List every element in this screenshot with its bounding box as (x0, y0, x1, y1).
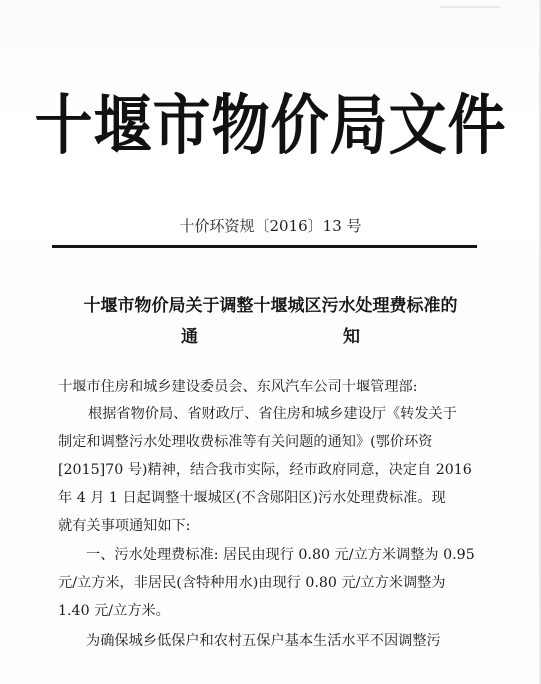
body-line: 根据省物价局、省财政厅、省住房和城乡建设厅《转发关于 (88, 406, 457, 422)
body-line: 元/立方米，非居民(含特种用水)由现行 0.80 元/立方米调整为 (58, 575, 446, 591)
notice-subtitle (0, 326, 541, 348)
document-header-title: 十堰市物价局文件 (34, 87, 507, 164)
notice-title: 十堰市物价局关于调整十堰城区污水处理费标准的 (83, 296, 458, 316)
header-divider (52, 245, 477, 248)
addressee: 十堰市住房和城乡建设委员会、东风汽车公司十堰管理部: (58, 379, 418, 395)
document-number: 十价环资规〔2016〕13 号 (179, 217, 362, 235)
notice-subtitle-char: 知 (343, 327, 360, 347)
scan-artifact (440, 6, 500, 8)
body-line: 1.40 元/立方米。 (58, 603, 170, 619)
body-line: 为确保城乡低保户和农村五保户基本生活水平不因调整污 (86, 633, 441, 649)
body-line: [2015]70 号)精神，结合我市实际，经市政府同意，决定自 2016 (58, 462, 472, 478)
body-line: 年 4 月 1 日起调整十堰城区(不含郧阳区)污水处理费标准。现 (58, 490, 446, 506)
body-line: 就有关事项通知如下: (58, 518, 191, 534)
body-line: 制定和调整污水处理收费标准等有关问题的通知》(鄂价环资 (58, 434, 433, 450)
notice-subtitle-char: 通 (181, 327, 198, 347)
body-line: 一、污水处理费标准: 居民由现行 0.80 元/立方米调整为 0.95 (86, 547, 475, 563)
